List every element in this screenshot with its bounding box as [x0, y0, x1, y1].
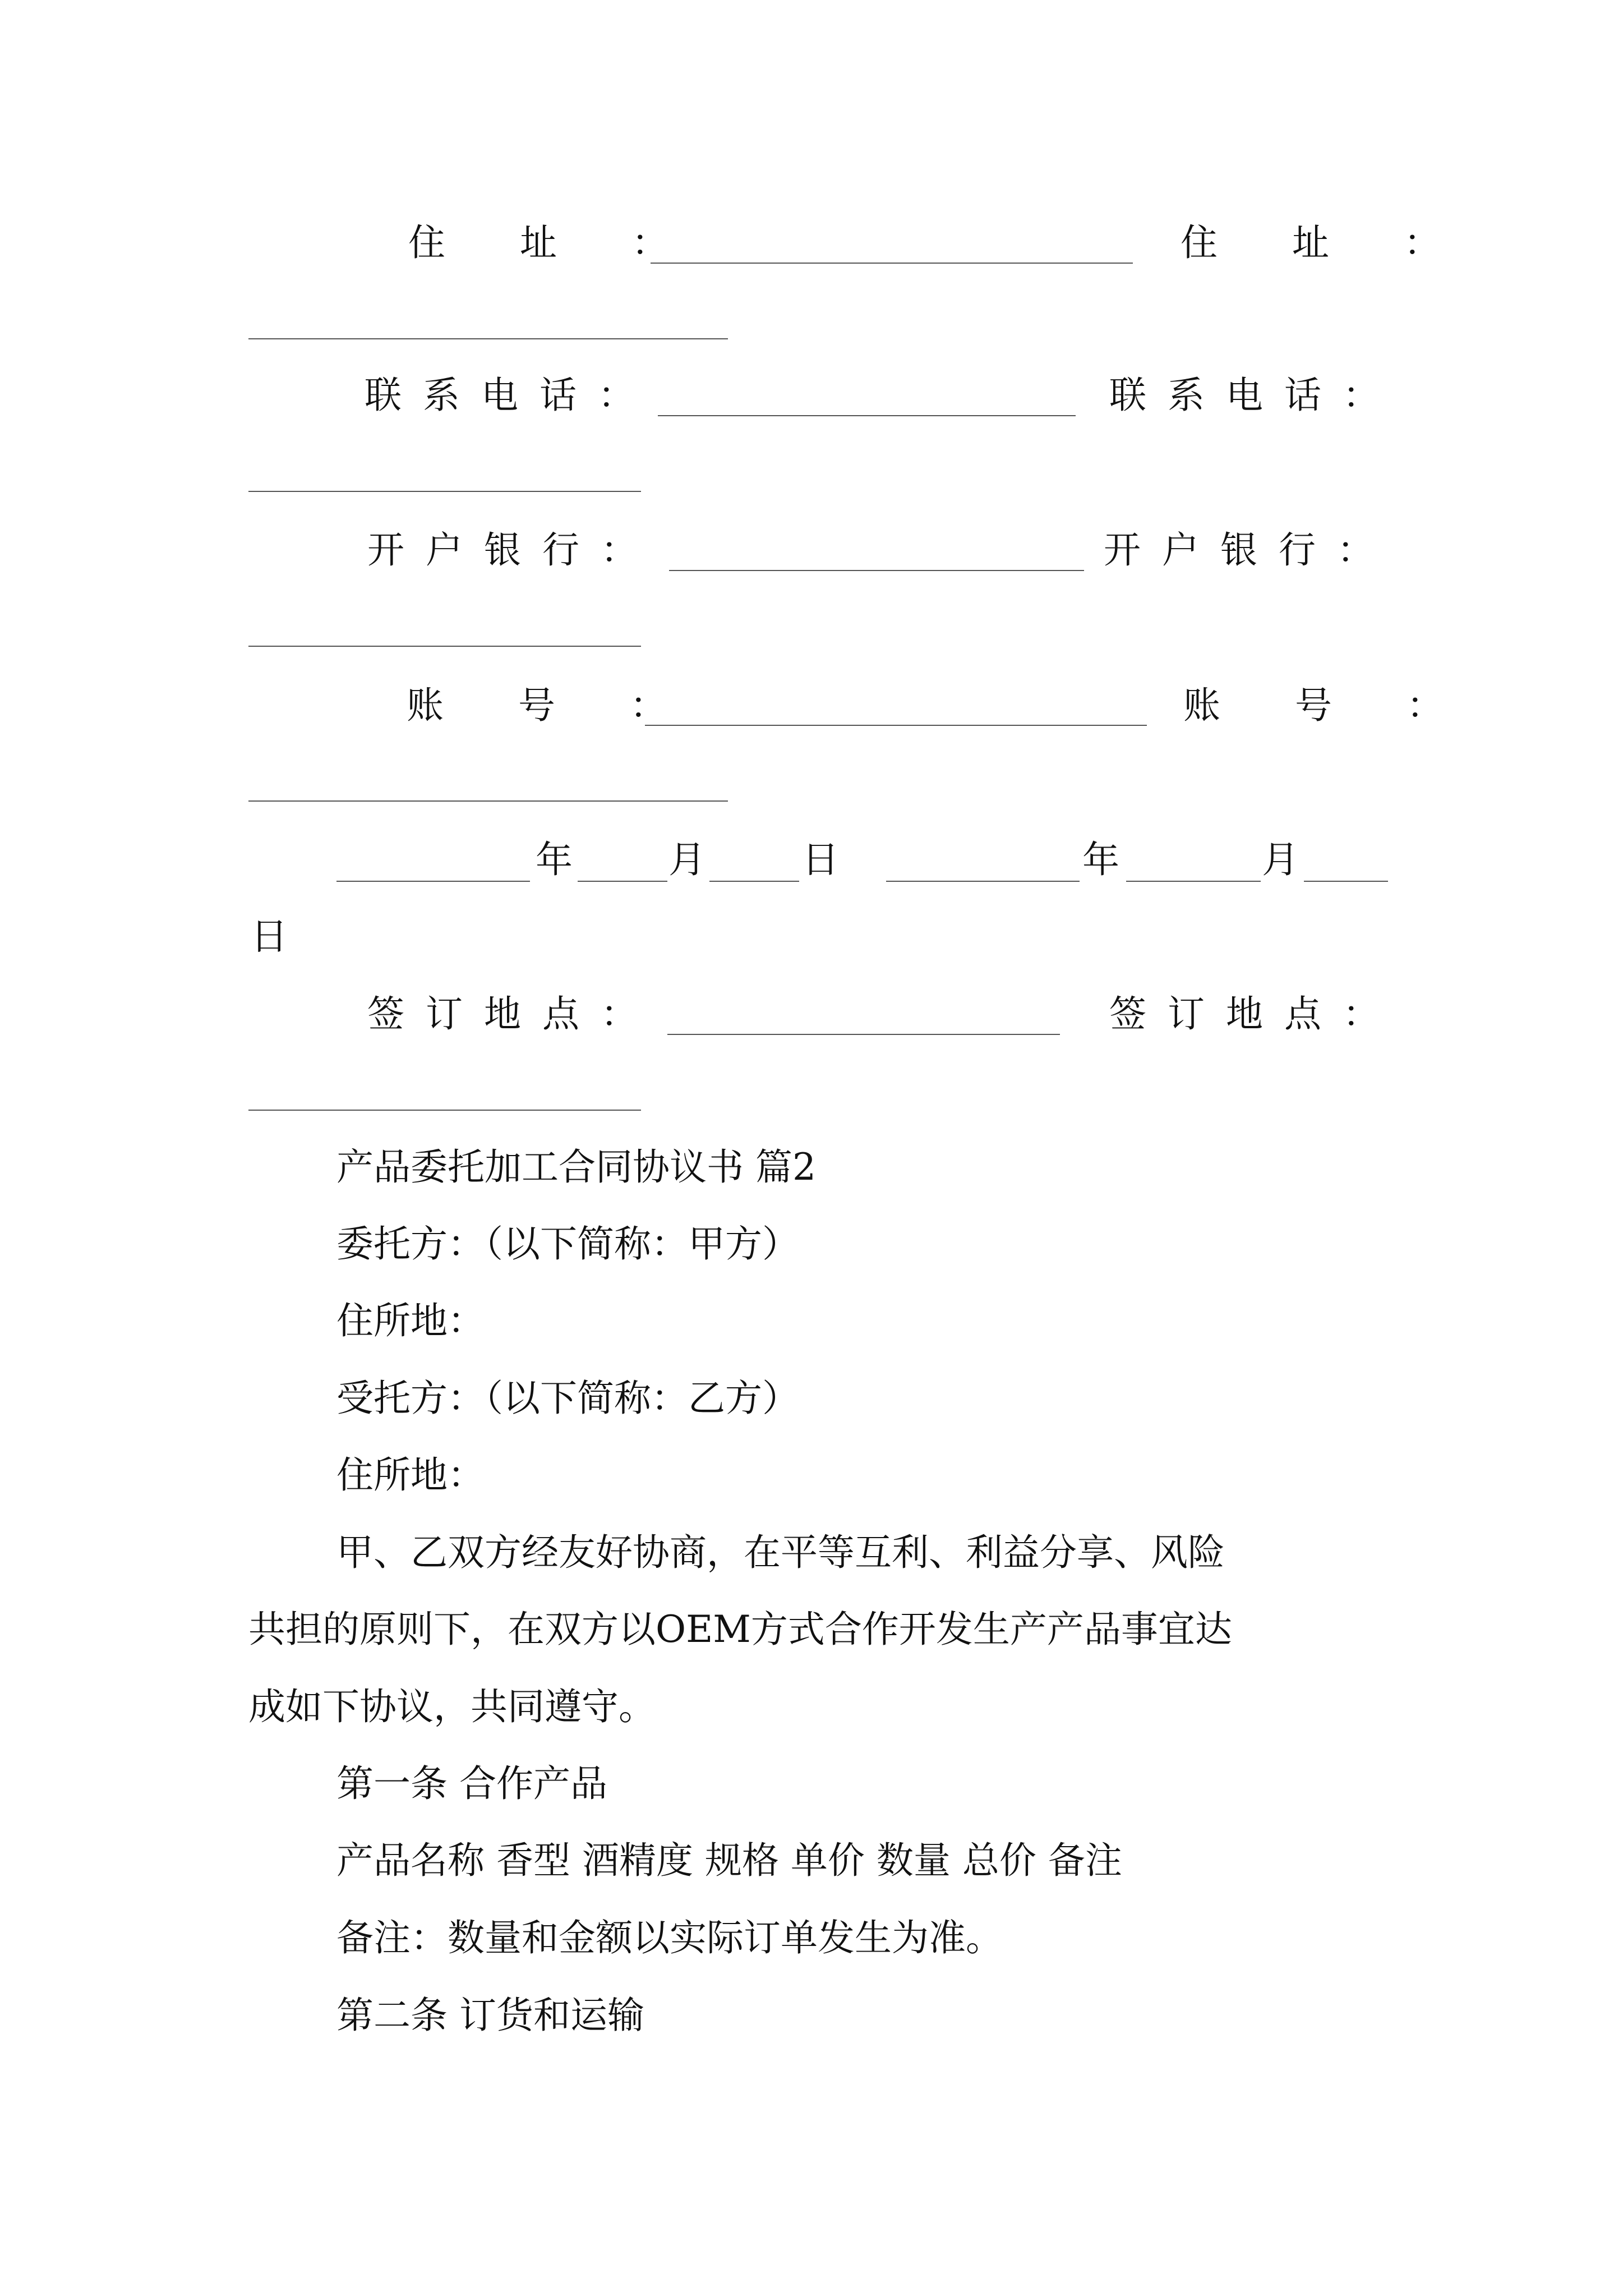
contractor-address: 住所地： [336, 1453, 485, 1497]
phone-blank-right [248, 491, 641, 492]
place-blank-right [248, 1110, 641, 1111]
address-blank-left [651, 263, 1133, 264]
date-left-day-label: 日 [802, 838, 839, 881]
phone-label-right: 联系电话： [1109, 374, 1401, 417]
article-2-title: 第二条 订货和运输 [336, 1994, 644, 2037]
phone-blank-left [658, 415, 1076, 416]
bank-blank-left [669, 570, 1084, 571]
place-blank-left [667, 1034, 1060, 1035]
place-label-right: 签订地点： [1109, 992, 1401, 1036]
date-right-month-label: 月 [1262, 838, 1299, 881]
date-right-day-blank [1304, 881, 1388, 882]
date-right-day-label: 日 [251, 915, 288, 958]
client-party: 委托方：（以下简称：甲方） [336, 1222, 799, 1266]
product-table-columns: 产品名称 香型 酒精度 规格 单价 数量 总价 备注 [336, 1839, 1122, 1882]
account-label-right: 账 号 ： [1183, 684, 1475, 727]
bank-blank-right [248, 646, 641, 647]
intro-paragraph-line-1: 甲、乙双方经友好协商，在平等互利、利益分享、风险 [336, 1531, 1225, 1574]
account-label-left: 账 号 ： [407, 684, 698, 727]
account-blank-right [248, 800, 728, 802]
date-right-month-blank [1126, 881, 1261, 882]
address-blank-right [248, 338, 728, 339]
bank-label-left: 开户银行： [367, 528, 659, 572]
intro-paragraph-line-2: 共担的原则下，在双方以OEM方式合作开发生产产品事宜达 [248, 1608, 1232, 1651]
date-left-year-blank [336, 881, 530, 882]
account-blank-left [645, 725, 1147, 726]
date-right-year-blank [886, 881, 1080, 882]
phone-label-left: 联系电话： [365, 374, 656, 417]
date-left-year-label: 年 [536, 838, 573, 881]
bank-label-right: 开户银行： [1104, 528, 1395, 572]
intro-paragraph-line-3: 成如下协议，共同遵守。 [248, 1685, 656, 1728]
date-left-month-blank [578, 881, 667, 882]
date-left-month-label: 月 [668, 838, 706, 881]
client-address: 住所地： [336, 1299, 485, 1342]
date-right-year-label: 年 [1082, 838, 1119, 881]
document-heading: 产品委托加工合同协议书 篇2 [336, 1145, 816, 1189]
address-label-left: 住 址 ： [408, 221, 700, 264]
date-left-day-blank [709, 881, 799, 882]
place-label-left: 签订地点： [367, 992, 659, 1036]
contractor-party: 受托方：（以下简称：乙方） [336, 1377, 799, 1420]
address-label-right: 住 址 ： [1181, 221, 1472, 264]
product-note: 备注：数量和金额以实际订单发生为准。 [336, 1916, 1003, 1959]
article-1-title: 第一条 合作产品 [336, 1762, 607, 1805]
